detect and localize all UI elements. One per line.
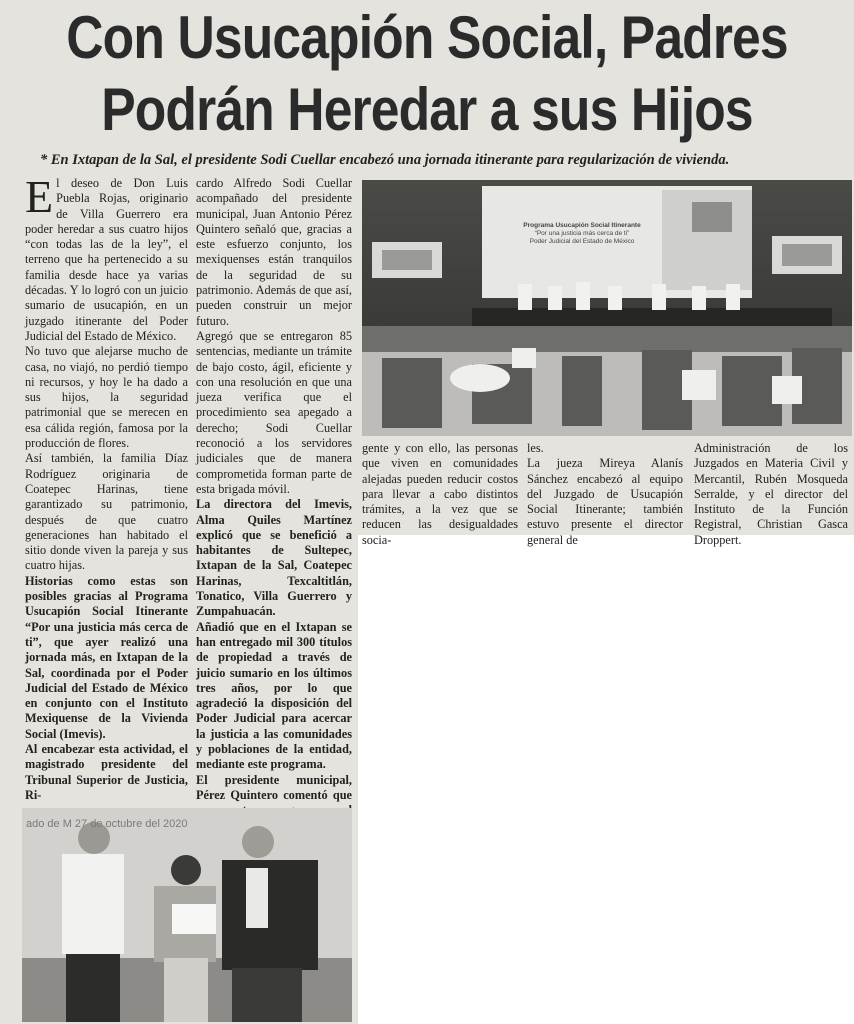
col5-paragraph-1: Administración de los Juzgados en Materia Civil y Mercantil, Rubén Mosqueda Serralde, y el director del Instituto de la Función Registral, Christian Gasca Droppert. [694,441,848,547]
col3-paragraph-1: gente y con ello, las personas que viven en comunidades alejadas pueden reducir costos para llevar a cabo distintos trámites, a la vez que se reducen las desigualdades socia- [362,441,518,547]
col4-paragraph-1: les. [527,441,544,455]
event-banner-text [502,222,662,246]
officials-photo [22,808,352,1022]
col2-paragraph-4: Añadió que en el Ixtapan se han entregado mil 300 títulos de propiedad a través de juicio sumario en los últimos tres años, por lo que agradeció la disposición del Poder Judicial para acercar la justicia a las comunidades y poblaciones de la entidad, mediante este programa. [196,619,352,772]
col1-paragraph-5: Al encabezar esta actividad, el magistrado presidente del Tribunal Superior de Justicia, Ri- [25,741,188,802]
col1-paragraph-4: Historias como estas son posibles gracias al Programa Usucapión Social Itinerante “Por una justicia más cerca de ti”, que ayer realizó una jornada más, en Ixtapan de la Sal, coordinada por el Poder Judicial del Estado de México en conjunto con el Instituto Mexiquense de la Vivienda Social (Imevis). [25,573,188,741]
col1-paragraph-2: No tuvo que alejarse mucho de casa, no viajó, no perdió tiempo ni recursos, y hoy le ha dado a sus hijos, la seguridad patrimonial que se merecen en esa cálida región, famosa por la producción de flores. [25,344,188,451]
column-3 [362,441,518,548]
event-photo-drawing [362,180,852,436]
photo-caption-date: ado de M 27 de octubre del 2020 [26,818,188,830]
column-1 [25,171,188,803]
event-photo [362,180,852,436]
headline-line-2: Podrán Heredar a sus Hijos [101,76,753,143]
event-banner-line-3: Poder Judicial del Estado de México [529,238,635,245]
col4-paragraph-2: La jueza Mireya Alanís Sánchez encabezó al equipo del Juzgado de Usucapión Social Itinerante; también estuvo presente el director general de [527,456,683,547]
column-5 [694,441,848,548]
event-banner-line-2: “Por una justicia más cerca de ti” [534,230,630,237]
column-2 [196,176,352,849]
col2-paragraph-3: La directora del Imevis, Alma Quiles Martínez explicó que se benefició a habitantes de Sultepec, Ixtapan de la Sal, Coatepec Harinas, Texcaltitlán, Tonatico, Villa Guerrero y Zumpahuacán. [196,497,352,619]
headline-line-1: Con Usucapión Social, Padres [66,4,788,71]
officials-photo-drawing [22,808,352,1022]
event-banner-line-1: Programa Usucapión Social Itinerante [523,222,641,229]
col1-paragraph-1: l deseo de Don Luis Puebla Rojas, originario de Villa Guerrero era poder heredar a sus cuatro hijos “con todas las de la ley”, el terreno que ha pertenecido a su familia desde hace ya varias décadas. Y lo logró con un juicio sumario de usucapión, en un juzgado itinerante del Poder Judicial del Estado de México. [25,176,188,343]
column-4 [527,441,683,548]
col2-paragraph-1: cardo Alfredo Sodi Cuellar acompañado del presidente municipal, Juan Antonio Pérez Quintero señaló que, gracias a este esfuerzo conjunto, los mexiquenses están tranquilos de la seguridad de su patrimonio. Además de que así, pueden construir un mejor futuro. [196,176,352,328]
col2-paragraph-2: Agregó que se entregaron 85 sentencias, mediante un trámite de bajo costo, ágil, eficiente y con una resolución en que una jueza verifica que el procedimiento sea apegado a derecho; Sodi Cuellar reconoció a los servidores judiciales que de manera comprometida forman parte de esta brigada móvil. [196,328,352,496]
deck-subheadline: * En Ixtapan de la Sal, el presidente Sodi Cuellar encabezó una jornada itinerante para regularización de vivienda. [40,152,730,168]
col2-paragraph-5: El presidente municipal, Pérez Quintero comentó que [196,772,352,802]
drop-cap: E [25,171,54,222]
col1-paragraph-3: Así también, la familia Díaz Rodríguez originaria de Coatepec Harinas, tiene garantizado su patrimonio, después de que cuatro generaciones han habitado el sitio donde viven la pareja y sus cuatro hijas. [25,451,188,573]
